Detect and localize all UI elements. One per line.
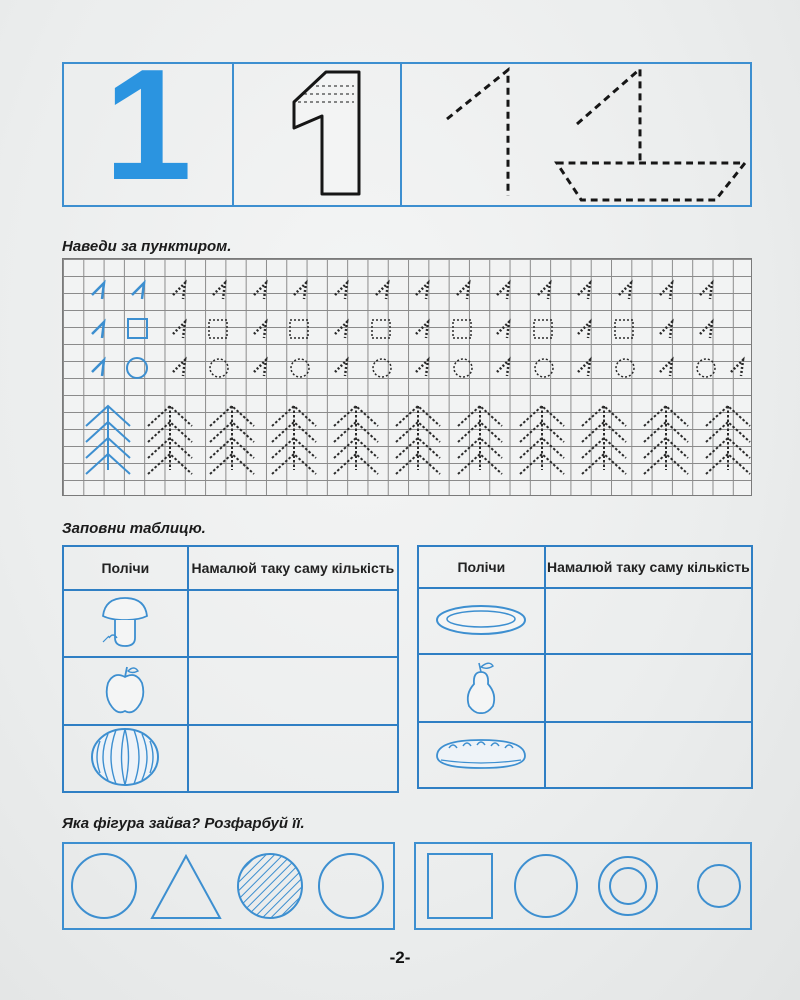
left-row1-count — [63, 590, 188, 657]
left-row2-count — [63, 657, 188, 724]
plate-icon — [433, 602, 529, 638]
digit-box — [62, 37, 752, 213]
right-row2-count — [418, 654, 545, 722]
right-row1-count — [418, 588, 545, 654]
outline-digit — [234, 64, 400, 205]
pear-icon — [459, 658, 503, 716]
tracing-figures — [62, 258, 752, 496]
outline-digit-shape — [294, 72, 359, 194]
watermelon-icon — [88, 727, 162, 787]
tree-solid — [86, 406, 130, 474]
big-blue-digit: 1 — [104, 37, 192, 213]
right-row1-draw-cell[interactable] — [545, 588, 752, 654]
mushroom-icon — [95, 594, 155, 650]
bread-icon — [431, 734, 531, 774]
left-hatched-circle — [238, 854, 302, 918]
odd-one-instruction: Яка фігура зайва? Розфарбуй її. — [62, 815, 305, 832]
right-count-table — [417, 545, 753, 789]
dotted-one-and-sailboat — [402, 64, 750, 205]
left-row3-count — [63, 725, 188, 792]
left-col2-header: Намалюй таку саму кількість — [188, 546, 398, 590]
left-triangle — [152, 856, 220, 918]
left-row2-draw-cell[interactable] — [188, 657, 398, 724]
right-circle — [515, 855, 577, 917]
dotted-one — [447, 70, 508, 196]
left-row3-draw-cell[interactable] — [188, 725, 398, 792]
right-col1-header: Полічи — [418, 546, 545, 588]
dotted-sail — [577, 69, 640, 162]
left-circle-2 — [319, 854, 383, 918]
tables-instruction: Заповни таблицю. — [62, 520, 206, 537]
odd-one-left-box — [62, 842, 395, 930]
tracing-instruction: Наведи за пунктиром. — [62, 238, 232, 255]
odd-one-left-shapes — [64, 844, 393, 928]
left-circle-1 — [72, 854, 136, 918]
right-row3-count — [418, 722, 545, 788]
apple-icon — [100, 663, 150, 717]
right-square — [428, 854, 492, 918]
right-row3-draw-cell[interactable] — [545, 722, 752, 788]
right-row2-draw-cell[interactable] — [545, 654, 752, 722]
row-ones-dotted — [173, 283, 712, 299]
odd-one-right-box — [414, 842, 752, 930]
right-small-circle — [698, 865, 740, 907]
odd-one-right-shapes — [416, 844, 750, 928]
left-col1-header: Полічи — [63, 546, 188, 590]
row-one-circle-dotted — [173, 359, 743, 377]
row-one-square-dotted — [173, 320, 712, 338]
left-row1-draw-cell[interactable] — [188, 590, 398, 657]
left-count-table — [62, 545, 399, 793]
right-col2-header: Намалюй таку саму кількість — [545, 546, 752, 588]
right-ring-outer — [599, 857, 657, 915]
row-one-square — [92, 319, 147, 338]
dotted-boat-hull — [557, 163, 745, 200]
trees-dotted — [148, 406, 750, 474]
page-number: -2- — [389, 948, 411, 967]
row-ones — [92, 283, 144, 299]
row-one-circle — [92, 358, 147, 378]
right-ring-inner — [610, 868, 646, 904]
